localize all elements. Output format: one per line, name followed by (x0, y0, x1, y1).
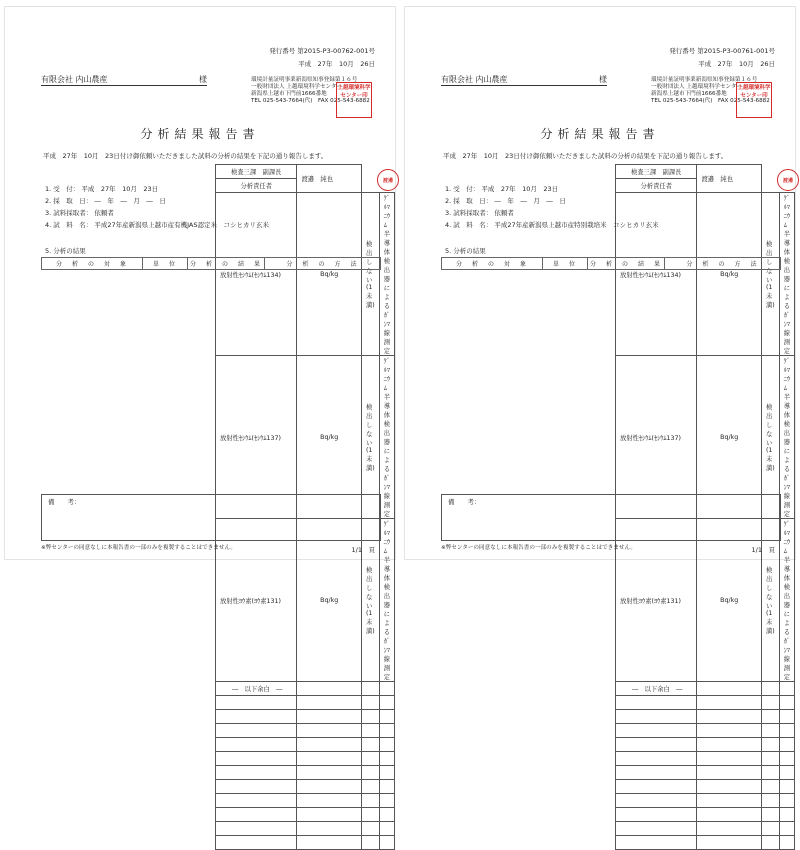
result-row (216, 519, 395, 682)
result-cell-method (779, 752, 794, 766)
document-title: 分析結果報告書 (540, 127, 660, 141)
result-cell-method (779, 710, 794, 724)
result-cell-target (216, 724, 297, 738)
result-cell-target (616, 808, 697, 822)
result-row (616, 519, 795, 682)
result-cell-unit (697, 780, 761, 794)
col-header-method: 分 析 の 方 法 (265, 258, 381, 270)
result-cell-unit (297, 710, 361, 724)
intro-text: 平成 27年 10月 23日付け御依頼いただきました試料の分析の結果を下記の通り報告します。 (443, 152, 728, 160)
item-label: 4. 試 料 名： (45, 221, 93, 229)
result-cell-result (361, 738, 379, 752)
result-cell-target (216, 808, 297, 822)
issue-date: 平成 27年 10月 26日 (698, 60, 775, 68)
result-cell-unit (697, 752, 761, 766)
result-cell-method (779, 724, 794, 738)
results-heading: 5. 分析の結果 (45, 247, 86, 255)
approval-seal-text: 渡邉 (782, 178, 793, 184)
item-1 (445, 185, 558, 193)
issuer-address: 新潟県上越市下門前1666番地 (651, 91, 727, 97)
result-cell-unit: Bq/kg (297, 519, 361, 682)
item-value: 依頼者 (94, 209, 114, 217)
results-table (441, 257, 781, 270)
result-cell-target (616, 794, 697, 808)
remarks-label: 備 考： (48, 498, 81, 506)
signature-name: 渡邉 純也 (697, 165, 761, 193)
result-cell-result (361, 808, 379, 822)
result-cell-method (779, 766, 794, 780)
result-cell-target (616, 696, 697, 710)
signature-role: 分析責任者 (216, 179, 297, 193)
result-cell-method (379, 724, 394, 738)
result-cell-target (616, 710, 697, 724)
result-cell-unit (697, 724, 761, 738)
result-cell-target (216, 738, 297, 752)
result-row (216, 794, 395, 808)
approval-seal (377, 169, 399, 191)
result-cell-result (761, 822, 779, 836)
item-2 (45, 197, 166, 205)
result-cell-unit (297, 766, 361, 780)
approval-seal-text: 渡邉 (382, 178, 393, 184)
result-cell-result (761, 696, 779, 710)
result-cell-method (379, 822, 394, 836)
item-3 (45, 209, 114, 217)
result-cell-result: 検出しない(1未満) (761, 356, 779, 519)
result-cell-method: ｹﾞﾙﾏﾆｳﾑ半導体検出器によるｶﾞﾝﾏ線測定 (379, 356, 394, 519)
result-row (616, 836, 795, 850)
item-value: 平成27年産新潟県上越市産有機JAS認定米 コシヒカリ玄米 (94, 221, 270, 229)
item-value: ― 年 ― 月 ― 日 (94, 197, 166, 205)
item-4 (445, 221, 659, 229)
result-cell-method (379, 780, 394, 794)
result-cell-method (379, 752, 394, 766)
col-header-unit: 単 位 (143, 258, 188, 270)
result-cell-unit: Bq/kg (297, 193, 361, 356)
result-cell-unit (297, 696, 361, 710)
result-cell-target (616, 836, 697, 850)
result-cell-method (379, 808, 394, 822)
result-row (616, 766, 795, 780)
result-cell-unit (697, 710, 761, 724)
result-row (616, 696, 795, 710)
item-label: 2. 採 取 日： (45, 197, 93, 205)
col-header-method: 分 析 の 方 法 (665, 258, 781, 270)
result-row (616, 724, 795, 738)
result-cell-target (216, 766, 297, 780)
result-cell-unit (697, 766, 761, 780)
result-cell-result (761, 710, 779, 724)
result-row (216, 752, 395, 766)
remarks-box (441, 494, 781, 541)
issuer-organization: 一般財団法人 上越環境科学センター (251, 84, 343, 90)
result-cell-result (361, 836, 379, 850)
item-label: 1. 受 付： (45, 185, 80, 193)
result-cell-method (779, 794, 794, 808)
signature-role: 分析責任者 (616, 179, 697, 193)
signature-role: 検査三課 副課長 (616, 165, 697, 179)
result-cell-method: ｹﾞﾙﾏﾆｳﾑ半導体検出器によるｶﾞﾝﾏ線測定 (379, 519, 394, 682)
customer-name: 有限会社 内山農産 (41, 75, 108, 84)
result-cell-result (761, 836, 779, 850)
item-value: ― 年 ― 月 ― 日 (494, 197, 566, 205)
item-label: 3. 試料採取者： (45, 209, 93, 217)
result-cell-result (361, 710, 379, 724)
result-cell-result (761, 794, 779, 808)
result-cell-result (761, 752, 779, 766)
result-cell-result: 検出しない(1未満) (361, 356, 379, 519)
result-cell-result (761, 724, 779, 738)
result-row (616, 752, 795, 766)
result-cell-unit (297, 724, 361, 738)
result-cell-method (379, 794, 394, 808)
result-cell-target: 放射性ﾖｳ素(ﾖｳ素131) (216, 519, 297, 682)
honorific: 様 (199, 75, 207, 84)
issue-date: 平成 27年 10月 26日 (298, 60, 375, 68)
result-cell-method (379, 710, 394, 724)
result-cell-unit (697, 794, 761, 808)
report-page (404, 6, 796, 693)
item-label: 3. 試料採取者： (445, 209, 493, 217)
result-row (616, 794, 795, 808)
report-page (4, 6, 396, 693)
result-row (216, 682, 395, 696)
col-header-target: 分 析 の 対 象 (42, 258, 143, 270)
result-row (616, 710, 795, 724)
result-cell-result: 検出しない(1未満) (761, 193, 779, 356)
result-cell-target (216, 752, 297, 766)
result-cell-target: 放射性ｾｼｳﾑ(ｾｼｳﾑ137) (216, 356, 297, 519)
result-row (216, 696, 395, 710)
result-cell-target (616, 752, 697, 766)
result-cell-method (779, 696, 794, 710)
item-value: 平成 27年 10月 23日 (481, 185, 559, 193)
result-cell-unit (297, 738, 361, 752)
footer-note: ※弊センターの同意なしに本報告書の一部のみを複製することはできません。 (41, 545, 236, 551)
result-cell-method (379, 696, 394, 710)
customer-line (41, 74, 207, 86)
result-cell-method (379, 682, 394, 696)
result-cell-result (361, 822, 379, 836)
result-cell-result (361, 682, 379, 696)
signature-name: 渡邉 純也 (297, 165, 361, 193)
col-header-result: 分 析 の 結 果 (588, 258, 665, 270)
result-cell-unit: Bq/kg (297, 356, 361, 519)
result-row (216, 724, 395, 738)
result-cell-result (361, 696, 379, 710)
issuer-registration: 環境計量証明事業新潟県知事登録第１６号 (251, 77, 358, 83)
results-table (41, 257, 381, 270)
result-row (616, 822, 795, 836)
item-2 (445, 197, 566, 205)
remarks-box (41, 494, 381, 541)
item-3 (445, 209, 514, 217)
result-cell-result (361, 766, 379, 780)
result-cell-result (761, 682, 779, 696)
result-cell-result: 検出しない(1未満) (361, 519, 379, 682)
results-header-row (442, 258, 781, 270)
footer-note: ※弊センターの同意なしに本報告書の一部のみを複製することはできません。 (441, 545, 636, 551)
result-cell-unit: Bq/kg (697, 519, 761, 682)
item-4 (45, 221, 269, 229)
result-row (216, 193, 395, 356)
company-seal (736, 82, 772, 118)
result-cell-target (216, 696, 297, 710)
result-cell-unit: Bq/kg (697, 193, 761, 356)
issuer-address: 新潟県上越市下門前1666番地 (251, 91, 327, 97)
result-row (216, 710, 395, 724)
result-row (216, 836, 395, 850)
result-cell-unit (297, 822, 361, 836)
company-seal (336, 82, 372, 118)
item-value: 依頼者 (494, 209, 514, 217)
customer-line (441, 74, 607, 86)
customer-name: 有限会社 内山農産 (441, 75, 508, 84)
result-cell-result (761, 766, 779, 780)
result-cell-result (361, 794, 379, 808)
col-header-unit: 単 位 (543, 258, 588, 270)
signature-row (216, 165, 395, 179)
result-cell-target (216, 794, 297, 808)
result-row (616, 193, 795, 356)
results-header-row (42, 258, 381, 270)
result-cell-target (616, 822, 697, 836)
result-cell-result (761, 780, 779, 794)
results-heading: 5. 分析の結果 (445, 247, 486, 255)
result-cell-method (779, 808, 794, 822)
issuer-organization: 一般財団法人 上越環境科学センター (651, 84, 743, 90)
result-cell-method (779, 682, 794, 696)
result-cell-result (761, 808, 779, 822)
col-header-result: 分 析 の 結 果 (188, 258, 265, 270)
result-cell-result (361, 780, 379, 794)
document-title: 分析結果報告書 (140, 127, 260, 141)
result-row (216, 822, 395, 836)
result-cell-unit (697, 822, 761, 836)
intro-text: 平成 27年 10月 23日付け御依頼いただきました試料の分析の結果を下記の通り報告します。 (43, 152, 328, 160)
col-header-target: 分 析 の 対 象 (442, 258, 543, 270)
result-cell-unit (297, 808, 361, 822)
result-cell-method (779, 780, 794, 794)
result-cell-unit (297, 780, 361, 794)
item-value: 平成 27年 10月 23日 (81, 185, 159, 193)
result-cell-target (216, 780, 297, 794)
result-cell-result: 検出しない(1未満) (361, 193, 379, 356)
result-cell-result (761, 738, 779, 752)
result-row (216, 738, 395, 752)
result-cell-method (379, 738, 394, 752)
result-cell-result (361, 752, 379, 766)
result-cell-unit (697, 836, 761, 850)
result-cell-target: 放射性ｾｼｳﾑ(ｾｼｳﾑ137) (616, 356, 697, 519)
result-cell-target (216, 822, 297, 836)
issue-number: 発行番号 第2015-P3-00761-001号 (669, 47, 775, 55)
signature-role: 検査三課 副課長 (216, 165, 297, 179)
result-cell-method (379, 766, 394, 780)
result-cell-unit (297, 836, 361, 850)
result-cell-unit (297, 752, 361, 766)
item-label: 1. 受 付： (445, 185, 480, 193)
result-row (216, 808, 395, 822)
issuer-phone: TEL 025-543-7664(代) FAX 025-543-6882 (251, 98, 370, 104)
result-cell-method: ｹﾞﾙﾏﾆｳﾑ半導体検出器によるｶﾞﾝﾏ線測定 (779, 519, 794, 682)
signature-row (616, 165, 795, 179)
result-cell-target (216, 710, 297, 724)
approval-seal (777, 169, 799, 191)
company-seal-text: 上越環境科学センター印 (737, 85, 771, 99)
issue-number: 発行番号 第2015-P3-00762-001号 (269, 47, 375, 55)
result-cell-method: ｹﾞﾙﾏﾆｳﾑ半導体検出器によるｶﾞﾝﾏ線測定 (379, 193, 394, 356)
result-cell-unit (297, 794, 361, 808)
result-row (216, 780, 395, 794)
remarks-label: 備 考： (448, 498, 481, 506)
result-row (616, 780, 795, 794)
result-row (616, 682, 795, 696)
company-seal-text: 上越環境科学センター印 (337, 85, 371, 99)
result-cell-result (361, 724, 379, 738)
result-cell-unit (697, 738, 761, 752)
item-label: 2. 採 取 日： (445, 197, 493, 205)
result-cell-target (616, 766, 697, 780)
result-cell-target (616, 780, 697, 794)
issuer-phone: TEL 025-543-7664(代) FAX 025-543-6882 (651, 98, 770, 104)
result-cell-target (616, 724, 697, 738)
result-cell-target: ― 以下余白 ― (216, 682, 297, 696)
page-number: 1/1 頁 (351, 546, 375, 554)
item-label: 4. 試 料 名： (445, 221, 493, 229)
result-row (616, 738, 795, 752)
result-cell-target (616, 738, 697, 752)
item-value: 平成27年産新潟県上越市産特別栽培米 コシヒカリ玄米 (494, 221, 659, 229)
result-cell-result: 検出しない(1未満) (761, 519, 779, 682)
issuer-registration: 環境計量証明事業新潟県知事登録第１６号 (651, 77, 758, 83)
result-row (216, 766, 395, 780)
page-number: 1/1 頁 (751, 546, 775, 554)
result-cell-method (379, 836, 394, 850)
result-cell-unit (697, 682, 761, 696)
result-row (616, 808, 795, 822)
result-cell-target (216, 836, 297, 850)
result-cell-target: 放射性ｾｼｳﾑ(ｾｼｳﾑ134) (216, 193, 297, 356)
result-cell-method (779, 836, 794, 850)
result-cell-unit (697, 808, 761, 822)
result-cell-unit (297, 682, 361, 696)
result-cell-unit: Bq/kg (697, 356, 761, 519)
result-cell-method (779, 738, 794, 752)
result-cell-target: 放射性ｾｼｳﾑ(ｾｼｳﾑ134) (616, 193, 697, 356)
result-cell-method (779, 822, 794, 836)
honorific: 様 (599, 75, 607, 84)
item-1 (45, 185, 158, 193)
result-cell-method: ｹﾞﾙﾏﾆｳﾑ半導体検出器によるｶﾞﾝﾏ線測定 (779, 193, 794, 356)
result-cell-target: 放射性ﾖｳ素(ﾖｳ素131) (616, 519, 697, 682)
result-cell-unit (697, 696, 761, 710)
result-cell-target: ― 以下余白 ― (616, 682, 697, 696)
result-cell-method: ｹﾞﾙﾏﾆｳﾑ半導体検出器によるｶﾞﾝﾏ線測定 (779, 356, 794, 519)
